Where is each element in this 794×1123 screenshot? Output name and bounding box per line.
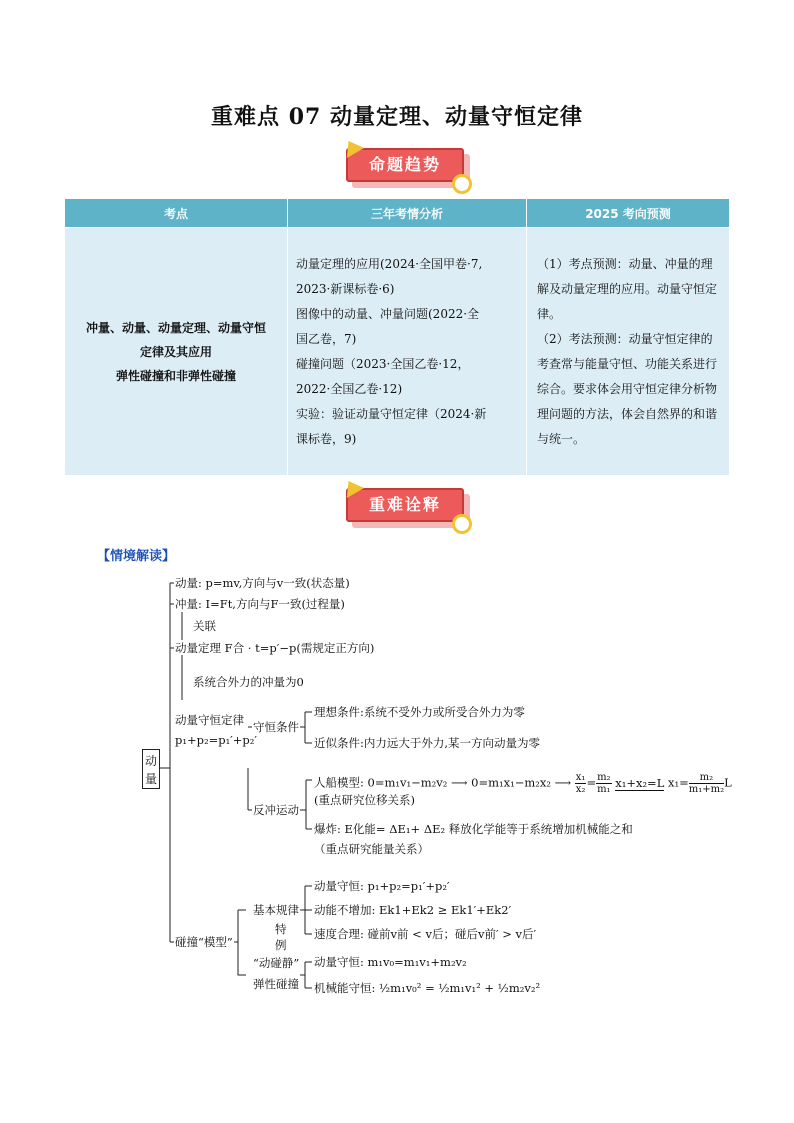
ring-icon: [452, 514, 472, 534]
boat-model-eq: 人船模型: 0=m₁v₁−m₂v₂ ⟶ 0=m₁x₁−m₂x₂ ⟶: [314, 775, 572, 790]
frac-den: x₂: [575, 784, 586, 795]
analysis-line: 国乙卷，7): [296, 331, 357, 346]
node-law3: 速度合理: 碰前v前 < v后；碰后v前′ > v后′: [314, 927, 537, 941]
analysis-line: 实验：验证动量守恒定律（2024·新: [296, 406, 487, 421]
forecast-line: （2）考法预测：动量守恒定律的: [537, 331, 713, 346]
forecast-line: 与统一。: [537, 431, 586, 446]
header-analysis: 三年考情分析: [288, 199, 527, 228]
ring-icon: [452, 174, 472, 194]
node-basic-law: 基本规律: [253, 903, 299, 917]
node-elastic: 弹性碰撞: [253, 977, 299, 991]
node-cons-condition: 守恒条件: [253, 720, 299, 734]
node-ideal: 理想条件:系统不受外力或所受合外力为零: [314, 705, 525, 719]
node-approx: 近似条件:内力远大于外力,某一方向动量为零: [314, 736, 541, 750]
boat-L: L: [724, 775, 732, 790]
forecast-line: 综合。要求体会用守恒定律分析物: [537, 381, 718, 396]
topic-line: 弹性碰撞和非弹性碰撞: [115, 368, 236, 383]
topic-line: 冲量、动量、动量定理、动量守恒: [85, 320, 266, 335]
node-conservation-eq: p₁+p₂=p₁′+p₂′: [175, 733, 258, 747]
badge-trend-label: 命题趋势: [346, 148, 464, 182]
boat-frac-m: [596, 772, 612, 795]
analysis-line: 2022·全国乙卷·12): [296, 381, 403, 396]
node-impulse: 冲量: I=Ft,方向与F一致(过程量): [175, 597, 345, 611]
node-moving-static: “动碰静”: [253, 956, 300, 970]
page-title: 重难点 07 动量定理、动量守恒定律: [211, 104, 583, 130]
node-el1: 动量守恒: m₁v₀=m₁v₁+m₂v₂: [314, 955, 467, 969]
badge-explain: [346, 488, 470, 526]
frac-num: x₁: [575, 772, 586, 783]
badge-trend: [346, 148, 470, 186]
analysis-line: 课标卷，9): [296, 431, 357, 446]
node-explosion: 爆炸: E化能= ΔE₁+ ΔE₂ 释放化学能等于系统增加机械能之和: [314, 822, 633, 836]
forecast-line: （1）考点预测：动量、冲量的理: [537, 256, 713, 271]
header-kaodian: 考点: [65, 199, 288, 228]
node-explosion-focus: （重点研究能量关系）: [314, 842, 429, 856]
frac-num: m₂: [689, 772, 724, 784]
node-recoil: 反冲运动: [253, 803, 299, 817]
node-cond-zero: 系统合外力的冲量为0: [193, 675, 304, 689]
node-special-a: 特: [275, 922, 287, 936]
node-el2: 机械能守恒: ½m₁v₀² = ½m₁v₁² + ½m₂v₂²: [314, 981, 541, 995]
boat-x1: x₁=: [668, 775, 689, 790]
topic-line: 定律及其应用: [139, 344, 212, 359]
node-law1: 动量守恒: p₁+p₂=p₁′+p₂′: [314, 879, 450, 893]
forecast-line: 律。: [537, 306, 562, 321]
forecast-line: 考查常与能量守恒、功能关系进行: [537, 356, 718, 371]
analysis-line: 动量定理的应用(2024·全国甲卷·7,: [296, 256, 483, 271]
header-forecast: 2025 考向预测: [527, 199, 730, 228]
node-momentum: 动量: p=mv,方向与v一致(状态量): [175, 576, 350, 590]
frac-num: m₂: [597, 772, 611, 783]
node-link: 关联: [193, 619, 216, 633]
cell-analysis: [288, 228, 527, 476]
section-label: 【情境解读】: [97, 549, 176, 564]
trend-table: [64, 198, 730, 476]
analysis-line: 图像中的动量、冲量问题(2022·全: [296, 306, 480, 321]
boat-frac-x: [575, 772, 587, 795]
badge-explain-label: 重难诠释: [346, 488, 464, 522]
node-theorem: 动量定理 F合 · t=p′−p(需规定正方向): [175, 641, 375, 655]
root-node: 动量: [142, 749, 160, 789]
forecast-line: 解及动量定理的应用。动量守恒定: [537, 281, 718, 296]
boat-frac-result: [689, 772, 724, 795]
node-boat-model: 人船模型: 0=m₁v₁−m₂v₂ ⟶ 0=m₁x₁−m₂x₂ ⟶ $\frac{\text{x₁}}{\text{x₂}}$ = $\frac{\text{m₂}}{\text{m₁}}$ x₁+x₂=L x₁= $\frac{\text{m₂}}{\text{m₁+m₂}}$ L: [314, 772, 732, 795]
forecast-line: 理问题的方法，体会自然界的和谐: [537, 406, 718, 421]
cell-forecast: [527, 228, 730, 476]
node-boat-focus: (重点研究位移关系): [314, 793, 415, 807]
analysis-line: 碰撞问题（2023·全国乙卷·12，: [296, 356, 470, 371]
node-law2: 动能不增加: Ek1+Ek2 ≥ Ek1′+Ek2′: [314, 903, 512, 917]
node-collision: 碰撞“模型”: [175, 935, 233, 949]
node-conservation: 动量守恒定律: [175, 713, 244, 727]
frac-den: m₁+m₂: [688, 784, 725, 795]
analysis-line: 2023·新课标卷·6): [296, 281, 395, 296]
frac-den: m₁: [597, 784, 611, 795]
cell-topics: [65, 228, 288, 476]
node-special-b: 例: [275, 938, 287, 952]
boat-sum: x₁+x₂=L: [615, 775, 665, 790]
